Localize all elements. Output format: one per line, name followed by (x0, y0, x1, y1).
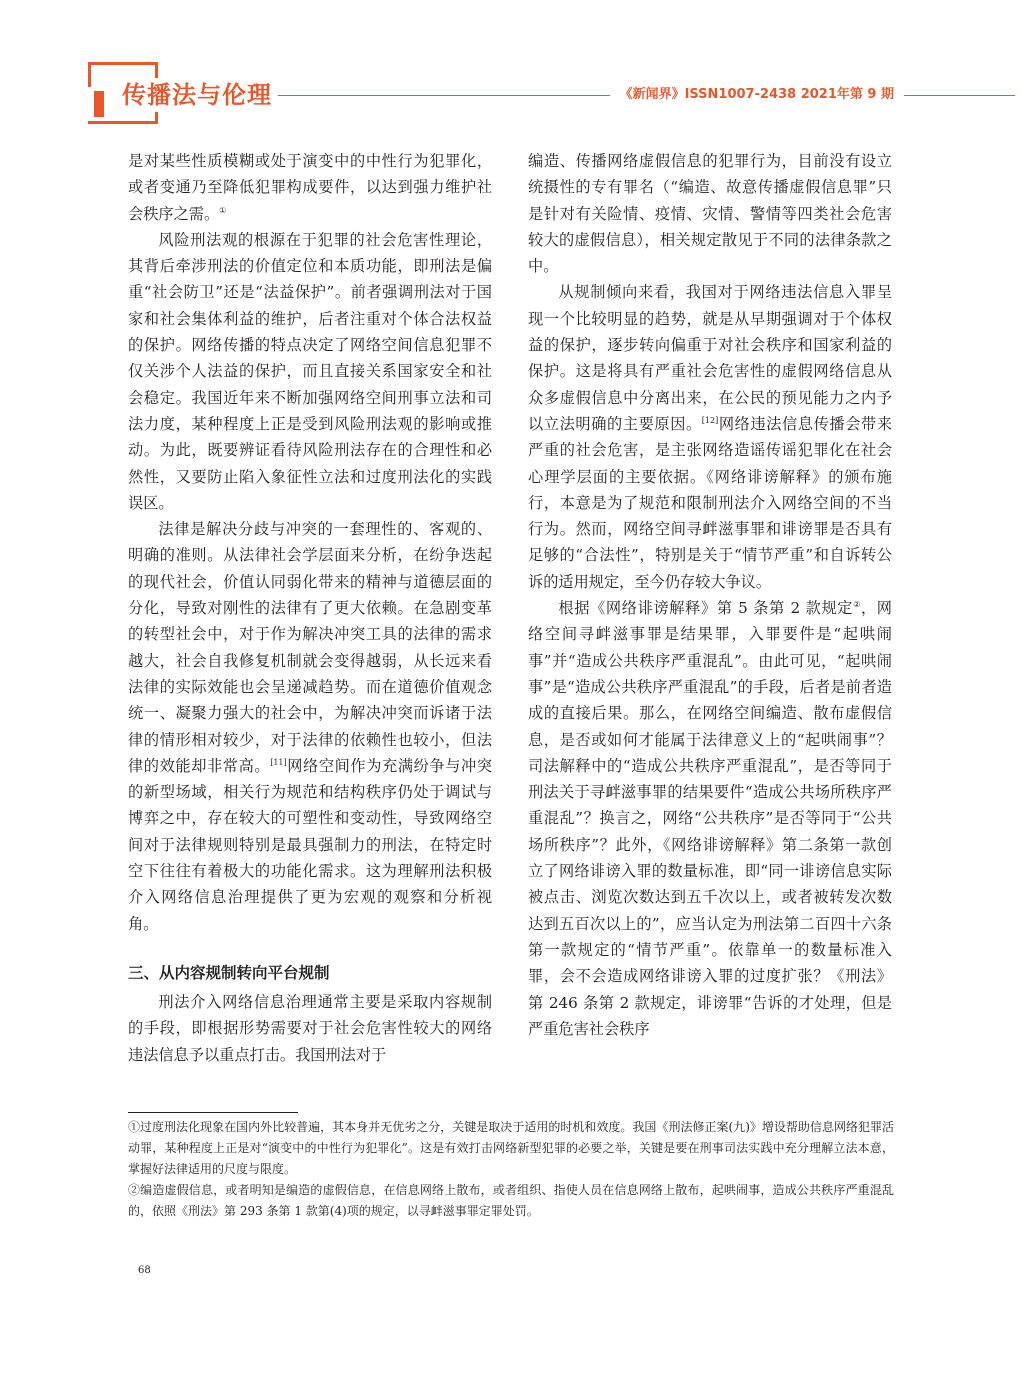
paragraph: 从规制倾向来看，我国对于网络违法信息入罪呈现一个比较明显的趋势，就是从早期强调对于个体权益的保护，逐步转向偏重于对社会秩序和国家利益的保护。这是将具有严重社会危害性的虚假网络信息从众多虚假信息中分离出来，在公民的预见能力之内予以立法明确的主要原因。[12]网络违法信息传播会带来严重的社会危害，是主张网络造谣传谣犯罪化在社会心理学层面的主要依据。《网络诽谤解释》的颁布施行，本意是为了规范和限制刑法介入网络空间的不当行为。然而，网络空间寻衅滋事罪和诽谤罪是否具有足够的“合法性”，特别是关于“情节严重”和自诉转公诉的适用规定，至今仍存较大争议。 (528, 283, 893, 591)
footnote: ②编造虚假信息，或者明知是编造的虚假信息，在信息网络上散布，或者组织、指使人员在信息网络上散布，起哄闹事，造成公共秩序严重混乱的，依照《刑法》第 293 条第 1 款第(4)项的规定，以寻衅滋事罪定罪处罚。 (128, 1183, 894, 1218)
paragraph: 法律是解决分歧与冲突的一套理性的、客观的、明确的准则。从法律社会学层面来分析，在纷争迭起的现代社会，价值认同弱化带来的精神与道德层面的分化，导致对刚性的法律有了更大依赖。在急剧变革的转型社会中，对于作为解决冲突工具的法律的需求越大，社会自我修复机制就会变得越弱，从长远来看法律的实际效能也会呈递减趋势。而在道德价值观念统一、凝聚力强大的社会中，为解决冲突而诉诸于法律的情形相对较少，对于法律的依赖性也较小，但法律的效能却非常高。[11]网络空间作为充满纷争与冲突的新型场域，相关行为规范和结构秩序仍处于调试与博弈之中，存在较大的可塑性和变动性，导致网络空间对于法律规则特别是最具强制力的刑法，在特定时空下往往有着极大的功能化需求。这为理解刑法积极介入网络信息治理提供了更为宏观的观察和分析视角。 (128, 520, 493, 933)
right-column (528, 148, 892, 1042)
footnote: ①过度刑法化现象在国内外比较普遍，其本身并无优劣之分，关键是取决于适用的时机和效度。我国《刑法修正案(九)》增设帮助信息网络犯罪活动罪，某种程度上正是对“演变中的中性行为犯罪化”。这是有效打击网络新型犯罪的必要之举，关键是要在刑事司法实践中充分理解立法本意，掌握好法律适用的尺度与限度。 (128, 1120, 894, 1176)
paragraph: 根据《网络诽谤解释》第 5 条第 2 款规定②，网络空间寻衅滋事罪是结果罪，入罪要件是“起哄闹事”并“造成公共秩序严重混乱”。由此可见，“起哄闹事”是“造成公共秩序严重混乱”的手段，后者是前者造成的直接后果。那么，在网络空间编造、散布虚假信息，是否或如何才能属于法律意义上的“起哄闹事”？司法解释中的“造成公共秩序严重混乱”，是否等同于刑法关于寻衅滋事罪的结果要件“造成公共场所秩序严重混乱”？换言之，网络“公共秩序”是否等同于“公共场所秩序”？此外，《网络诽谤解释》第二条第一款创立了网络诽谤入罪的数量标准，即“同一诽谤信息实际被点击、浏览次数达到五千次以上，或者被转发次数达到五百次以上的”，应当认定为刑法第二百四十六条第一款规定的“情节严重”。依靠单一的数量标准入罪，会不会造成网络诽谤入罪的过度扩张？《刑法》第 246 条第 2 款规定，诽谤罪“告诉的才处理，但是严重危害社会秩序 (528, 599, 892, 1038)
paragraph: 风险刑法观的根源在于犯罪的社会危害性理论，其背后牵涉刑法的价值定位和本质功能，即刑法是偏重“社会防卫”还是“法益保护”。前者强调刑法对于国家和社会集体利益的维护，后者注重对个体合法权益的保护。网络传播的特点决定了网络空间信息犯罪不仅关涉个人法益的保护，而且直接关系国家安全和社会稳定。我国近年来不断加强网络空间刑事立法和司法力度，某种程度上正是受到风险刑法观的影响或推动。为此，既要辨证看待风险刑法存在的合理性和必然性，又要防止陷入象征性立法和过度刑法化的实践误区。 (128, 230, 492, 512)
page-header (0, 0, 1020, 140)
section-heading: 三、从内容规制转向平台规制 (128, 963, 330, 982)
footnotes (128, 1117, 894, 1222)
footnote-marker[interactable]: ① (219, 205, 227, 215)
page-number: 68 (138, 1265, 151, 1276)
footnote-separator (128, 1112, 298, 1113)
paragraph: 刑法介入网络信息治理通常主要是采取内容规制的手段，即根据形势需要对于社会危害性较大的网络违法信息予以重点打击。我国刑法对于 (128, 992, 492, 1064)
left-column (128, 148, 492, 1068)
paragraph: 是对某些性质模糊或处于演变中的中性行为犯罪化，或者变通乃至降低犯罪构成要件，以达到强力维护社会秩序之需。① (128, 152, 492, 223)
footnote-marker[interactable]: ② (853, 600, 861, 610)
reference-marker[interactable]: [12] (701, 415, 719, 425)
journal-info: 《新闻界》ISSN1007-2438 2021年第 9 期 (610, 84, 904, 106)
section-title: 传播法与伦理 (120, 78, 278, 112)
reference-marker[interactable]: [11] (270, 757, 287, 767)
paragraph: 编造、传播网络虚假信息的犯罪行为，目前没有设立统摄性的专有罪名（“编造、故意传播虚假信息罪”只是针对有关险情、疫情、灾情、警情等四类社会危害较大的虚假信息），相关规定散见于不同的法律条款之中。 (528, 152, 892, 276)
